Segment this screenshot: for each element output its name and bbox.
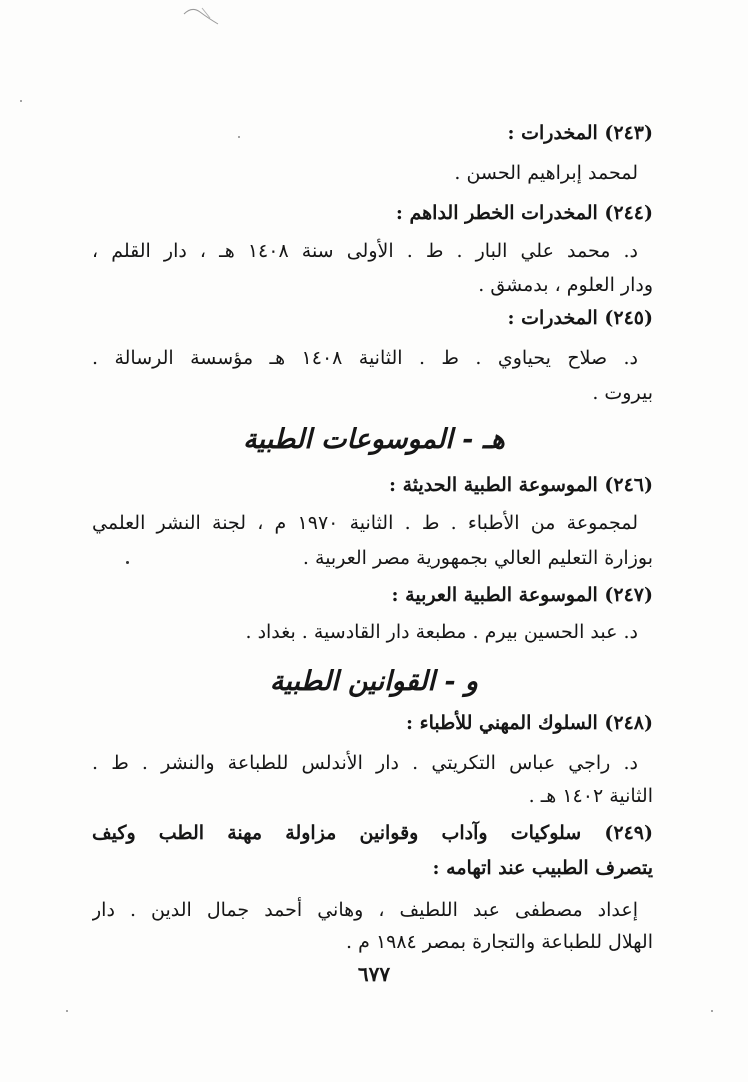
- scan-speck: [20, 100, 22, 102]
- entry-246-line-1: لمجموعة من الأطباء . ط . الثانية ١٩٧٠ م ، لجنة النشر العلمي: [92, 512, 638, 534]
- scan-mark: [180, 4, 226, 32]
- section-heading-medical-laws: و - القوانين الطبية: [269, 666, 479, 697]
- scan-speck: [66, 1010, 68, 1012]
- entry-245-title: (٢٤٥) المخدرات :: [507, 307, 653, 329]
- entry-244-title: (٢٤٤) المخدرات الخطر الداهم :: [395, 202, 653, 224]
- entry-246-title: (٢٤٦) الموسوعة الطبية الحديثة :: [388, 474, 653, 496]
- entry-248-line-1: د. راجي عباس التكريتي . دار الأندلس للطباعة والنشر . ط .: [92, 752, 638, 774]
- entry-243-title: (٢٤٣) المخدرات :: [507, 122, 653, 144]
- section-heading-encyclopedias: هـ - الموسوعات الطبية: [243, 424, 505, 455]
- entry-248-title: (٢٤٨) السلوك المهني للأطباء :: [406, 712, 653, 734]
- entry-249-title-line-1: (٢٤٩) سلوكيات وآداب وقوانين مزاولة مهنة الطب وكيف: [92, 822, 653, 844]
- scan-speck: [711, 1010, 713, 1012]
- entry-247-line-1: د. عبد الحسين بيرم . مطبعة دار القادسية . بغداد .: [245, 621, 638, 643]
- entry-249-title-line-2: يتصرف الطبيب عند اتهامه :: [432, 857, 653, 879]
- page-number: ٦٧٧: [357, 962, 391, 986]
- entry-249-line-2: الهلال للطباعة والتجارة بمصر ١٩٨٤ م .: [346, 931, 653, 953]
- entry-244-line-2: ودار العلوم ، بدمشق .: [478, 274, 653, 296]
- entry-245-line-1: د. صلاح يحياوي . ط . الثانية ١٤٠٨ هـ مؤسسة الرسالة .: [92, 347, 638, 369]
- entry-247-title: (٢٤٧) الموسوعة الطبية العربية :: [391, 584, 653, 606]
- entry-249-line-1: إعداد مصطفى عبد اللطيف ، وهاني أحمد جمال الدين . دار: [92, 899, 638, 921]
- entry-248-line-2: الثانية ١٤٠٢ هـ .: [528, 785, 653, 807]
- entry-245-line-2: بيروت .: [592, 382, 653, 404]
- entry-244-line-1: د. محمد علي البار . ط . الأولى سنة ١٤٠٨ هـ ، دار القلم ،: [92, 240, 638, 262]
- entry-246-line-2: بوزارة التعليم العالي بجمهورية مصر العربية .: [302, 547, 653, 569]
- entry-243-line-1: لمحمد إبراهيم الحسن .: [454, 162, 638, 184]
